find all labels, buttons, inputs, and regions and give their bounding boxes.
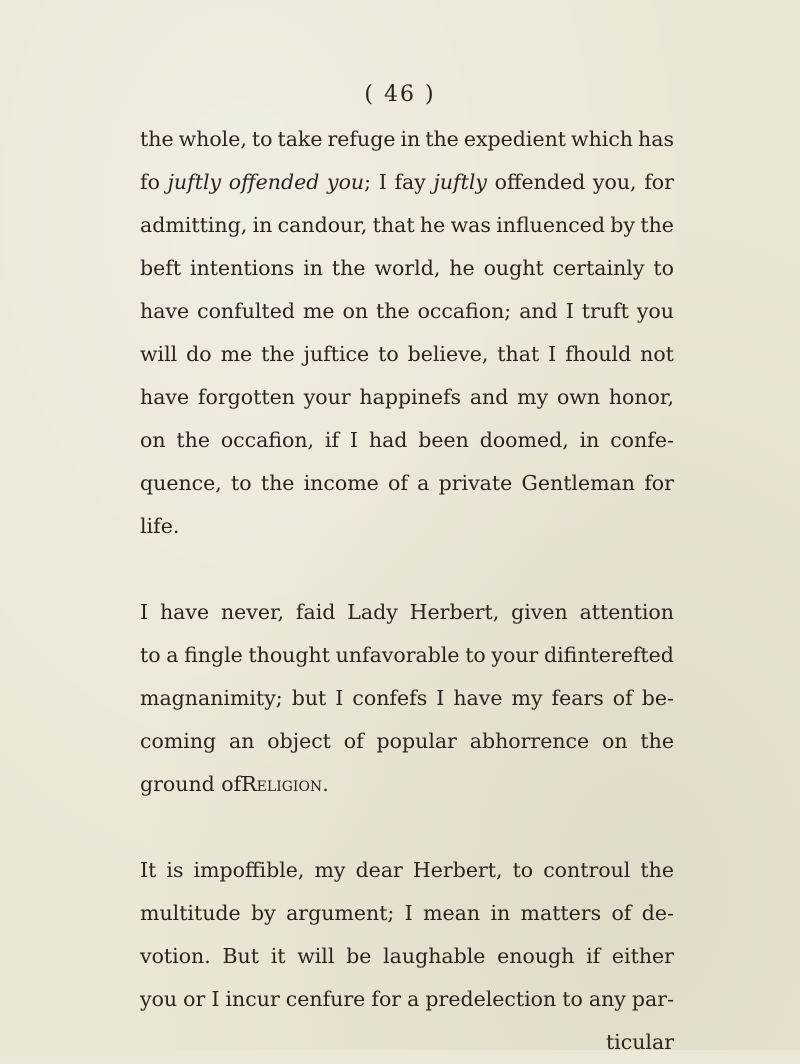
word: incur [225,987,280,1011]
word: of [343,729,364,753]
word: income [303,471,379,495]
word: been [418,428,469,452]
text-line: life. [140,514,180,538]
word: in [400,127,421,151]
word: fingle [184,643,243,667]
word: for [371,987,402,1011]
word: I [548,342,557,366]
word: multitude [140,901,241,925]
word: I [436,686,445,710]
word: to [378,342,399,366]
word: confe- [610,428,674,452]
word: juftice [303,342,370,366]
text-line [140,290,674,333]
word: either [611,944,674,968]
word: a [407,987,420,1011]
word: you [140,987,178,1011]
word: argument; [286,901,395,925]
word: controul [543,858,631,882]
word: matters [520,901,602,925]
word: But [222,944,259,968]
text-line: ground of Religion . [140,763,674,806]
word: if [324,428,340,452]
word: will [297,944,335,968]
word: occafion; [417,299,512,323]
word: the [331,256,366,280]
text-line [140,118,674,161]
word: the [640,213,674,237]
word: have [140,299,190,323]
text-line [140,161,674,204]
word: believe, [407,342,489,366]
word: to [653,256,674,280]
word: fears [551,686,604,710]
word: have [453,686,503,710]
word: on [602,729,628,753]
word: by [610,213,636,237]
word: the [640,729,674,753]
text-line [140,591,674,634]
word: will [140,342,178,366]
word: and [519,299,558,323]
word: the [640,858,674,882]
word: intentions [190,256,295,280]
word: was [450,213,491,237]
word: I [378,170,387,194]
word: have [159,600,210,624]
word: for [644,471,674,495]
word: happinefs [359,385,462,409]
word: predelection [425,987,557,1011]
word: juftly [433,170,487,194]
word: to [465,643,486,667]
word: It [140,858,157,882]
word: popular [376,729,457,753]
word: for [644,170,674,194]
word: a [166,643,179,667]
word: your [303,385,351,409]
word: I [211,987,220,1011]
word: he [419,213,446,237]
word: to [140,643,161,667]
word: an [228,729,255,753]
word: I [140,600,149,624]
word: dear [355,858,403,882]
word: be [346,944,372,968]
word: the [260,471,295,495]
body-text [140,118,674,1064]
word: Herbert, [409,600,500,624]
word: juftly [167,170,222,194]
word: that [497,342,540,366]
word: Gentleman [521,471,635,495]
text-line [140,462,674,505]
word: in [579,428,600,452]
word: my [511,686,543,710]
word: not [640,342,674,366]
word: by [251,901,276,925]
word: to [562,987,583,1011]
word: abhorrence [469,729,590,753]
text-line [140,849,674,892]
word: I [404,901,413,925]
word: truft [581,299,629,323]
word: have [140,385,190,409]
word: Herbert, [412,858,503,882]
word: he [449,256,475,280]
word: unfavorable [335,643,460,667]
word: and [469,385,509,409]
word: laughable [383,944,486,968]
word: forgotten [197,385,295,409]
word: par- [631,987,674,1011]
text-line [140,376,674,419]
word: take [277,127,323,151]
word: you; [326,170,372,194]
word: honor, [608,385,674,409]
word: refuge [327,127,396,151]
word: offended [494,170,586,194]
word: certainly [552,256,645,280]
word: faid [295,600,336,624]
word: or [183,987,206,1011]
word: me [302,299,335,323]
small-caps-word: Religion [241,772,323,796]
word: offended [228,170,320,194]
page-number: ( 46 ) [364,82,436,107]
word: the [176,428,210,452]
text-line [140,333,674,376]
word: to [231,471,252,495]
word: to [251,127,273,151]
word: you, [592,170,637,194]
word: ought [483,256,544,280]
word: difinterefted [543,643,674,667]
word: on [140,428,166,452]
paragraph-gap [140,806,674,849]
word: that [372,213,415,237]
word: impoffible, [193,858,305,882]
word: thought [248,643,330,667]
word: expedient [463,127,567,151]
word: do [186,342,212,366]
word: cenfure [285,987,366,1011]
word: world, [374,256,441,280]
word: de- [641,901,674,925]
word: which [571,127,634,151]
word: but [291,686,327,710]
word: quence, [140,471,222,495]
word: to [512,858,534,882]
word: attention [579,600,674,624]
word: of [612,686,633,710]
word: confefs [352,686,428,710]
word: the [140,127,174,151]
word: enough [497,944,575,968]
text-line [140,978,674,1021]
word: it [270,944,286,968]
word: mean [423,901,481,925]
word: the [376,299,410,323]
word: has [638,127,674,151]
text-line [140,677,674,720]
word: any [588,987,626,1011]
word: you [636,299,674,323]
text-line [140,720,674,763]
word: is [166,858,184,882]
text-line [140,634,674,677]
word: fhould [565,342,632,366]
word: I [335,686,344,710]
word: fo [140,170,160,194]
word: given [511,600,568,624]
word: a [417,471,430,495]
text-line [140,935,674,978]
word: doomed, [479,428,569,452]
word: influenced [496,213,605,237]
word: my [314,858,346,882]
word: candour, [277,213,368,237]
text-line [140,204,674,247]
word: votion. [140,944,211,968]
word: on [342,299,369,323]
word: object [267,729,331,753]
catchword: ticular [605,1030,674,1054]
word: magnanimity; [140,686,283,710]
word: had [368,428,408,452]
word: your [491,643,539,667]
word: coming [140,729,217,753]
word: of [388,471,408,495]
word: confulted [197,299,295,323]
word: beft [140,256,182,280]
text-line [140,247,674,290]
text-line [140,892,674,935]
word: own [556,385,601,409]
paragraph-gap [140,548,674,591]
word: the [261,342,295,366]
word: private [438,471,513,495]
word: in [303,256,323,280]
word: me [220,342,253,366]
word: the [425,127,459,151]
word: be- [641,686,674,710]
word: Lady [347,600,398,624]
word: whole, [178,127,247,151]
word: in [490,901,511,925]
word: admitting, [140,213,248,237]
word: of [611,901,632,925]
text-line [140,419,674,462]
word: my [517,385,549,409]
word: I [565,299,574,323]
word: in [252,213,273,237]
word: fay [394,170,426,194]
word: never, [220,600,285,624]
word: if [586,944,601,968]
word: occafion, [220,428,315,452]
word: I [349,428,359,452]
